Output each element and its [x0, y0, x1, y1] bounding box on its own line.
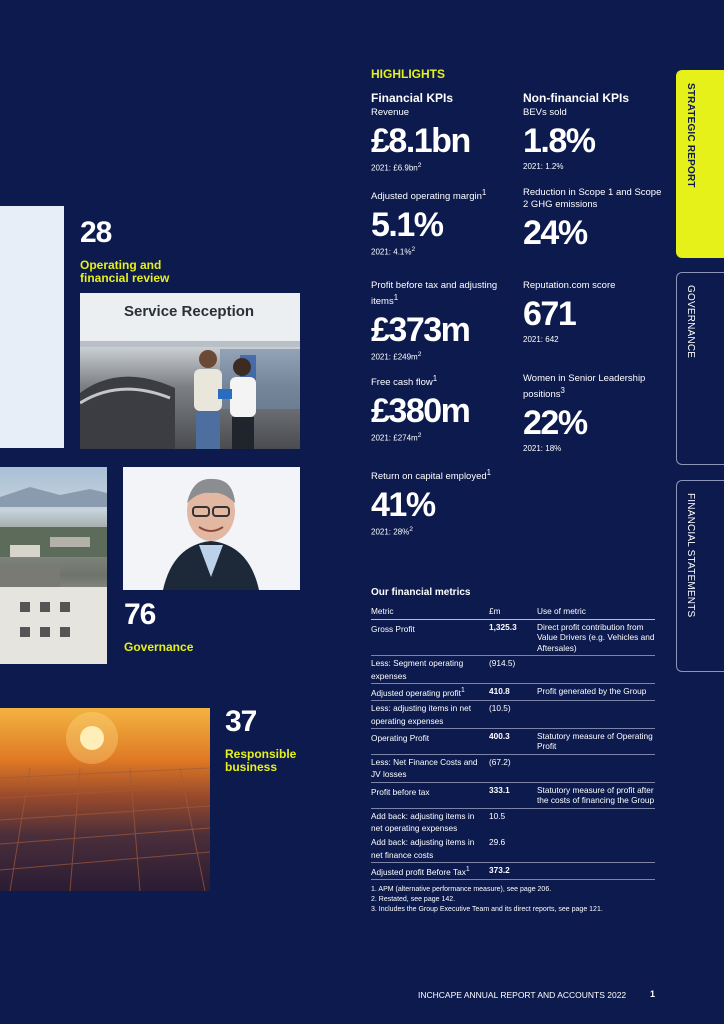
kpi-label: Free cash flow$^1$	[371, 374, 438, 389]
financial-kpi-revenue	[371, 107, 511, 173]
cell-use: Statutory measure of profit after the costs of financing the Group	[537, 784, 655, 806]
kpi-label: Return on capital employed$^1$	[371, 468, 492, 483]
section-number-responsible: 37	[225, 705, 257, 738]
footnote: 2. Restated, see page 142.	[371, 896, 456, 903]
cell-value: 10.5	[489, 810, 506, 821]
kpi-value: £373m	[371, 311, 470, 350]
table-row	[371, 729, 655, 755]
kpi-label: Women in Senior Leadership positions$^3$	[523, 373, 646, 401]
tab-label: GOVERNANCE	[685, 285, 696, 359]
cell-value: 1,325.3	[489, 621, 517, 632]
section-number-governance: 76	[124, 598, 156, 631]
kpi-prior: 2021: 642	[523, 335, 559, 344]
kpi-value: 1.8%	[523, 122, 595, 160]
tab-strategic-report[interactable]	[676, 70, 724, 258]
financial-kpi-roce	[371, 467, 511, 537]
kpi-value: 24%	[523, 214, 587, 252]
header-metric: Metric	[371, 606, 394, 616]
tab-label: FINANCIAL STATEMENTS	[685, 493, 696, 618]
footnote: 1. APM (alternative performance measure), see page 206.	[371, 886, 552, 893]
nonfinancial-kpi-bevs	[523, 107, 663, 171]
kpi-prior: 2021: 18%	[523, 444, 562, 454]
kpi-label: Reputation.com score	[523, 280, 616, 291]
kpi-value: 22%	[523, 404, 587, 443]
tab-financial-statements[interactable]	[676, 480, 724, 672]
kpi-prior: 2021: $£274m^2$	[371, 432, 422, 443]
table-row	[371, 783, 655, 809]
cell-metric: Profit before tax	[371, 786, 430, 797]
cell-metric: Less: adjusting items in net operating expenses	[371, 703, 472, 726]
nonfinancial-kpi-women	[523, 373, 663, 453]
cell-use	[537, 837, 655, 860]
cell-value: 333.1	[489, 784, 510, 795]
service-reception-sign: Service Reception	[124, 303, 255, 320]
cell-use	[537, 703, 655, 726]
tab-label: STRATEGIC REPORT	[685, 83, 696, 188]
kpi-prior: 2021: $£6.9bn^2$	[371, 162, 422, 173]
cell-use: Direct profit contribution from Value Drivers (e.g. Vehicles and Aftersales)	[537, 621, 655, 653]
tab-governance[interactable]	[676, 272, 724, 465]
nonfinancial-kpi-emissions	[523, 187, 663, 251]
kpi-label: Adjusted operating margin$^1$	[371, 188, 487, 203]
table-row	[371, 755, 655, 783]
kpi-value: 671	[523, 295, 576, 333]
cell-value: 29.6	[489, 837, 506, 848]
table-row	[371, 620, 655, 657]
kpi-label: Revenue	[371, 107, 410, 118]
table-row	[371, 835, 655, 863]
footnote: 3. Includes the Group Executive Team and its direct reports, see page 121.	[371, 906, 603, 913]
cell-use	[537, 811, 655, 834]
cell-value: 410.8	[489, 685, 510, 696]
cell-value: 373.2	[489, 865, 510, 876]
cell-metric: Adjusted operating profit$^1$	[371, 686, 465, 698]
cell-metric: Adjusted profit Before Tax$^1$	[371, 866, 470, 877]
table-row	[371, 701, 655, 729]
kpi-label: Reduction in Scope 1 and Scope 2 GHG emissions	[523, 187, 662, 210]
kpi-label: Profit before tax and adjusting items$^1$	[371, 280, 498, 308]
cell-metric: Less: Segment operating expenses	[371, 658, 464, 681]
kpi-prior: 2021: 28%$^2$	[371, 526, 413, 537]
table-header-row	[371, 604, 655, 620]
header-use: Use of metric	[537, 606, 586, 616]
section-number-review: 28	[80, 216, 112, 249]
section-label-governance[interactable]: Governance	[124, 640, 194, 654]
cell-use	[537, 757, 655, 780]
cell-value: (10.5)	[489, 703, 511, 714]
cell-use: Profit generated by the Group	[537, 685, 647, 696]
nonfinancial-kpi-reputation	[523, 280, 663, 344]
nonfinancial-kpis-heading: Non-financial KPIs	[523, 91, 630, 105]
kpi-label: BEVs sold	[523, 107, 567, 118]
financial-kpis-heading: Financial KPIs	[371, 91, 454, 105]
kpi-value: 5.1%	[371, 206, 443, 245]
service-reception-photo	[80, 293, 300, 449]
financial-kpi-pbt	[371, 280, 511, 362]
kpi-prior: 2021: 1.2%	[523, 162, 564, 171]
kpi-value: £8.1bn	[371, 122, 470, 160]
financial-metrics-table	[371, 604, 655, 880]
ceo-portrait-photo	[123, 467, 300, 590]
cell-value: (67.2)	[489, 756, 511, 767]
kpi-value: 41%	[371, 486, 435, 525]
table-row	[371, 656, 655, 684]
cell-use	[537, 658, 655, 681]
table-row	[371, 684, 655, 701]
footer-title: INCHCAPE ANNUAL REPORT AND ACCOUNTS 2022	[418, 990, 627, 1000]
table-row	[371, 809, 655, 836]
cell-use: Statutory measure of Operating Profit	[537, 730, 653, 752]
footnotes	[371, 885, 661, 915]
cell-metric: Gross Profit	[371, 623, 415, 634]
cell-metric: Operating Profit	[371, 732, 430, 743]
cell-use	[537, 865, 655, 877]
kpi-value: £380m	[371, 392, 470, 431]
pale-panel-image	[0, 206, 64, 448]
cell-metric: Less: Net Finance Costs and JV losses	[371, 756, 478, 780]
financial-kpi-fcf	[371, 373, 511, 443]
highlights-heading: HIGHLIGHTS	[371, 67, 445, 81]
table-row	[371, 863, 655, 880]
metrics-title: Our financial metrics	[371, 587, 471, 598]
page-number: 1	[650, 989, 656, 999]
city-rooftop-photo	[0, 467, 107, 664]
section-label-responsible[interactable]: Responsible business	[225, 747, 297, 774]
cell-value: 400.3	[489, 730, 510, 741]
solar-panels-photo	[0, 708, 210, 891]
kpi-prior: 2021: 4.1%$^2$	[371, 246, 416, 257]
section-label-review[interactable]: Operating and financial review	[80, 258, 170, 285]
financial-kpi-margin	[371, 187, 511, 257]
cell-value: (914.5)	[489, 658, 516, 668]
header-value: £m	[489, 606, 501, 616]
cell-metric: Add back: adjusting items in net finance costs	[371, 837, 475, 860]
kpi-prior: 2021: $£249m^2$	[371, 351, 422, 362]
cell-metric: Add back: adjusting items in net operating expenses	[371, 810, 475, 833]
